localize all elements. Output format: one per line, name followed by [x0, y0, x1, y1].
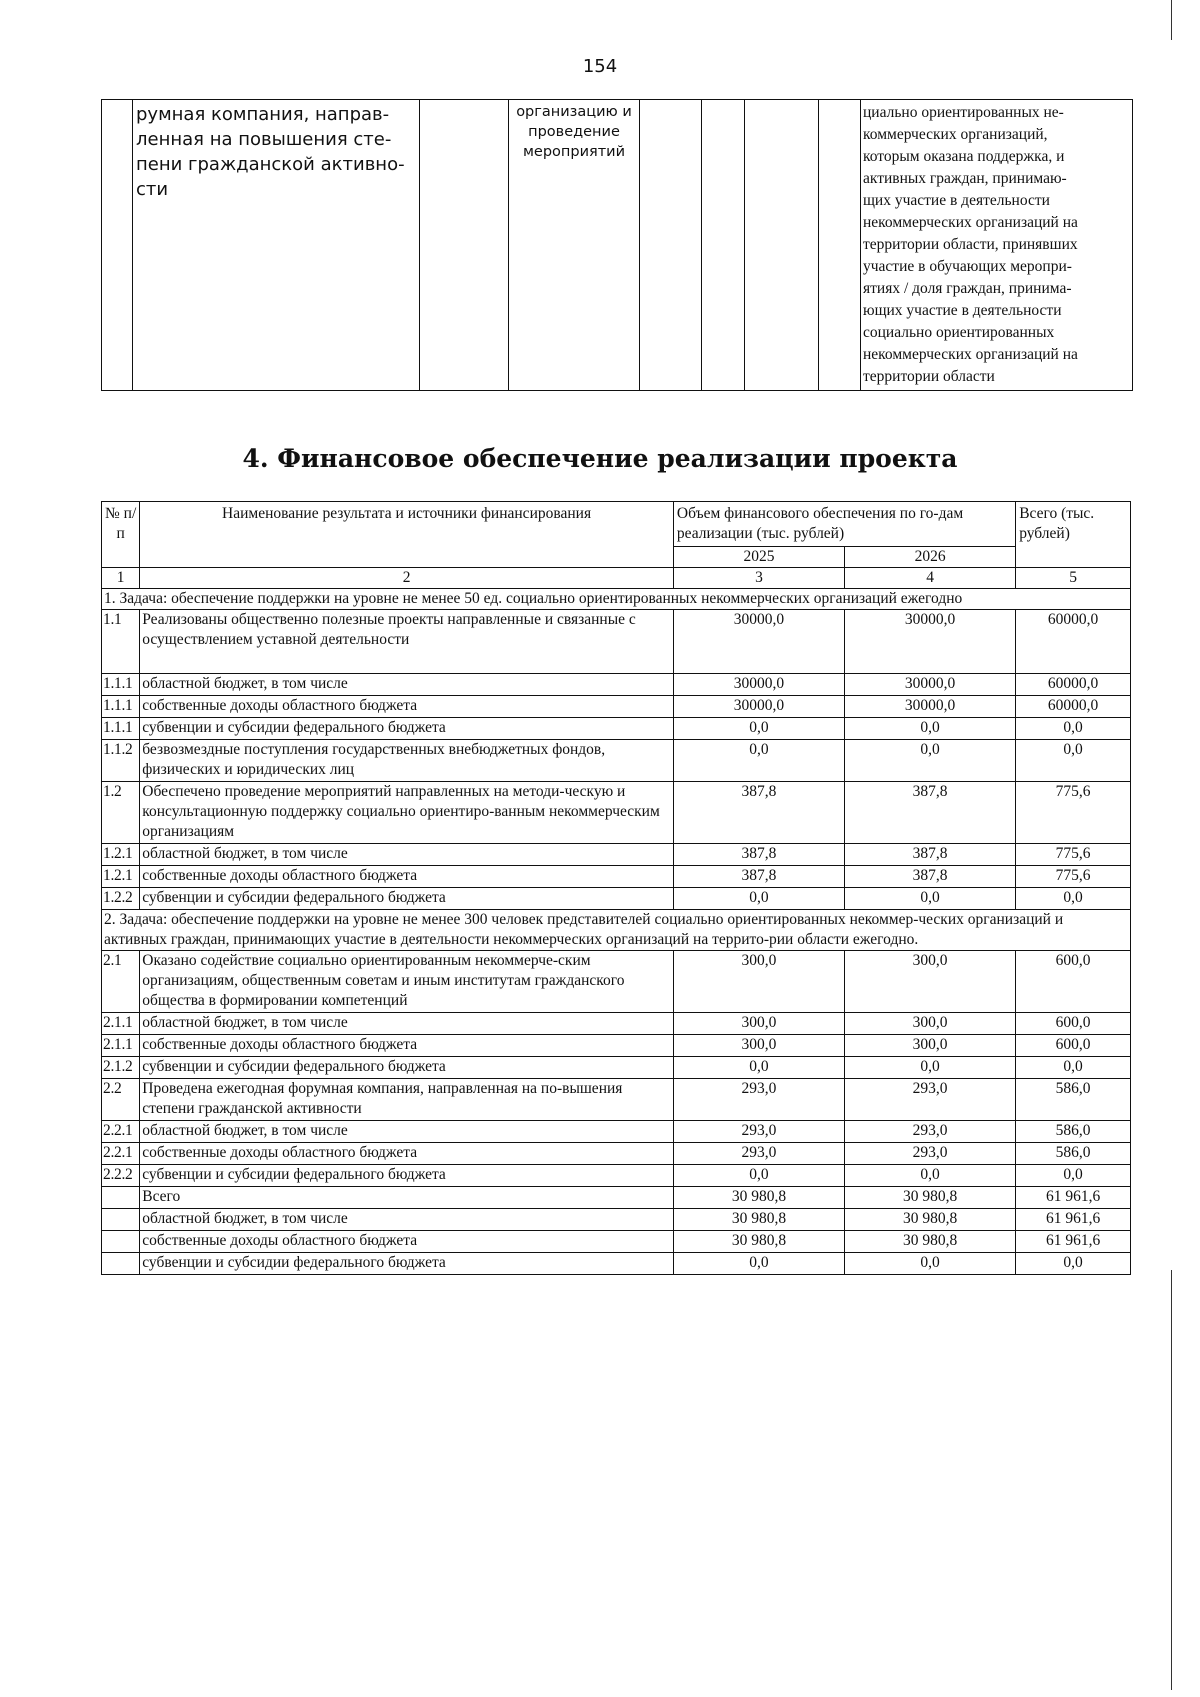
row-name: собственные доходы областного бюджета: [140, 866, 674, 888]
finance-row: [102, 1143, 1131, 1165]
finance-row: [102, 1079, 1131, 1121]
finance-row: [102, 696, 1131, 718]
row-code: 1.1.2: [102, 740, 140, 782]
row-code: 2.2.1: [102, 1121, 140, 1143]
column-number: 5: [1016, 568, 1131, 589]
row-value-total: 60000,0: [1016, 674, 1131, 696]
column-number: 1: [102, 568, 140, 589]
scan-edge-mark: [1171, 0, 1172, 40]
row-value-2025: 300,0: [673, 951, 844, 1013]
row-value-2025: 300,0: [673, 1013, 844, 1035]
row-value-2026: 300,0: [845, 951, 1016, 1013]
finance-row: [102, 610, 1131, 674]
row-name: собственные доходы областного бюджета: [140, 1143, 674, 1165]
row-value-total: 60000,0: [1016, 696, 1131, 718]
row-value-2025: 30 980,8: [673, 1187, 844, 1209]
row-value-2026: 30 980,8: [845, 1231, 1016, 1253]
continuation-description: румная компания, направ- ленная на повышения сте- пени гражданской активно- сти: [133, 100, 420, 391]
row-code: 2.1.1: [102, 1013, 140, 1035]
row-name: безвозмездные поступления государственных внебюджетных фондов, физических и юридических лиц: [140, 740, 674, 782]
finance-table: [101, 501, 1131, 1275]
row-value-2025: 0,0: [673, 718, 844, 740]
row-value-2026: 293,0: [845, 1079, 1016, 1121]
row-value-total: 600,0: [1016, 951, 1131, 1013]
row-value-2026: 293,0: [845, 1121, 1016, 1143]
task-row: [102, 910, 1131, 951]
task-2-text: 2. Задача: обеспечение поддержки на уровне не менее 300 человек представителей социально ориентированных некоммер-ческих организаций и активных граждан, принимающих участие в деятельности некоммерческих организаций на террито-рии области ежегодно.: [102, 910, 1131, 951]
row-value-2026: 387,8: [845, 866, 1016, 888]
row-value-2025: 293,0: [673, 1079, 844, 1121]
row-code: [102, 1231, 140, 1253]
row-code: 1.1.1: [102, 696, 140, 718]
row-value-2026: 0,0: [845, 1253, 1016, 1275]
finance-row: [102, 1231, 1131, 1253]
row-code: 1.1.1: [102, 674, 140, 696]
row-value-2026: 30 980,8: [845, 1209, 1016, 1231]
row-name: субвенции и субсидии федерального бюджета: [140, 1057, 674, 1079]
row-code: 1.2.1: [102, 844, 140, 866]
row-code: 1.2: [102, 782, 140, 844]
row-value-total: 0,0: [1016, 888, 1131, 910]
row-name: субвенции и субсидии федерального бюджета: [140, 888, 674, 910]
row-value-2025: 387,8: [673, 782, 844, 844]
row-value-total: 586,0: [1016, 1121, 1131, 1143]
row-value-2026: 0,0: [845, 718, 1016, 740]
row-value-2026: 300,0: [845, 1013, 1016, 1035]
row-name: собственные доходы областного бюджета: [140, 696, 674, 718]
row-value-2026: 0,0: [845, 1165, 1016, 1187]
row-name: областной бюджет, в том числе: [140, 844, 674, 866]
row-value-2025: 387,8: [673, 844, 844, 866]
row-name: Обеспечено проведение мероприятий направленных на методи-ческую и консультационную поддержку социально ориентиро-ванным некоммерческим организациям: [140, 782, 674, 844]
finance-row: [102, 1013, 1131, 1035]
finance-row: [102, 1121, 1131, 1143]
column-number: 2: [140, 568, 674, 589]
row-value-2025: 0,0: [673, 1165, 844, 1187]
finance-row: [102, 951, 1131, 1013]
row-name: собственные доходы областного бюджета: [140, 1035, 674, 1057]
row-name: Оказано содействие социально ориентированным некоммерче-ским организациям, общественным советам и иным институтам гражданского общества в формировании компетенций: [140, 951, 674, 1013]
row-value-total: 775,6: [1016, 844, 1131, 866]
row-value-2025: 0,0: [673, 1057, 844, 1079]
row-name: субвенции и субсидии федерального бюджета: [140, 1165, 674, 1187]
row-value-total: 0,0: [1016, 1253, 1131, 1275]
row-code: 2.2: [102, 1079, 140, 1121]
row-value-2025: 0,0: [673, 740, 844, 782]
row-value-2026: 30000,0: [845, 674, 1016, 696]
row-name: областной бюджет, в том числе: [140, 1013, 674, 1035]
continuation-row: [102, 100, 1133, 391]
row-value-2026: 0,0: [845, 740, 1016, 782]
row-code: [102, 1253, 140, 1275]
header-row: [102, 502, 1131, 547]
row-value-2025: 0,0: [673, 888, 844, 910]
row-value-total: 60000,0: [1016, 610, 1131, 674]
row-value-total: 0,0: [1016, 1165, 1131, 1187]
task-row: [102, 589, 1131, 610]
finance-row: [102, 718, 1131, 740]
row-code: 1.1.1: [102, 718, 140, 740]
column-number: 3: [673, 568, 844, 589]
row-name: собственные доходы областного бюджета: [140, 1231, 674, 1253]
row-value-total: 61 961,6: [1016, 1231, 1131, 1253]
header-name: Наименование результата и источники финансирования: [140, 502, 674, 568]
finance-row: [102, 844, 1131, 866]
row-value-2025: 30 980,8: [673, 1231, 844, 1253]
row-value-2026: 30 980,8: [845, 1187, 1016, 1209]
header-num: № п/п: [102, 502, 140, 568]
finance-row: [102, 1035, 1131, 1057]
row-value-2025: 30000,0: [673, 696, 844, 718]
finance-row: [102, 1253, 1131, 1275]
finance-row: [102, 866, 1131, 888]
continuation-indicator: циально ориентированных не- коммерческих организаций, которым оказана поддержка, и активных граждан, принимаю- щих участие в деятельности некоммерческих организаций на территории области, принявших участие в обучающих меропри- ятиях / доля граждан, принима- ющих участие в деятельности социально ориентированных некоммерческих организаций на территории области: [861, 100, 1133, 391]
row-code: 2.1.2: [102, 1057, 140, 1079]
row-value-2026: 293,0: [845, 1143, 1016, 1165]
finance-row: [102, 888, 1131, 910]
row-code: 2.2.2: [102, 1165, 140, 1187]
column-number: 4: [845, 568, 1016, 589]
finance-row: [102, 740, 1131, 782]
header-year-2026: 2026: [845, 547, 1016, 568]
row-value-total: 600,0: [1016, 1035, 1131, 1057]
finance-row: [102, 1209, 1131, 1231]
row-value-2025: 30000,0: [673, 610, 844, 674]
row-code: [102, 1209, 140, 1231]
section-title: 4. Финансовое обеспечение реализации проекта: [242, 444, 958, 473]
row-value-2025: 0,0: [673, 1253, 844, 1275]
finance-row: [102, 1165, 1131, 1187]
task-1-text: 1. Задача: обеспечение поддержки на уровне не менее 50 ед. социально ориентированных некоммерческих организаций ежегодно: [102, 589, 1131, 610]
row-code: 1.1: [102, 610, 140, 674]
row-value-2025: 293,0: [673, 1121, 844, 1143]
row-value-total: 586,0: [1016, 1143, 1131, 1165]
scan-edge-mark: [1171, 1270, 1172, 1690]
row-value-2026: 30000,0: [845, 696, 1016, 718]
row-value-total: 586,0: [1016, 1079, 1131, 1121]
row-code: 2.1: [102, 951, 140, 1013]
row-value-2025: 30 980,8: [673, 1209, 844, 1231]
row-code: 1.2.1: [102, 866, 140, 888]
row-value-total: 0,0: [1016, 718, 1131, 740]
row-value-2026: 387,8: [845, 844, 1016, 866]
row-name: Реализованы общественно полезные проекты направленные и связанные с осуществлением уставной деятельности: [140, 610, 674, 674]
row-value-total: 775,6: [1016, 866, 1131, 888]
row-value-2025: 387,8: [673, 866, 844, 888]
row-code: 1.2.2: [102, 888, 140, 910]
header-total: Всего (тыс. рублей): [1016, 502, 1131, 568]
page-number: 154: [582, 56, 618, 77]
row-name: Всего: [140, 1187, 674, 1209]
finance-row: [102, 1057, 1131, 1079]
row-name: областной бюджет, в том числе: [140, 674, 674, 696]
row-value-total: 61 961,6: [1016, 1187, 1131, 1209]
row-name: областной бюджет, в том числе: [140, 1121, 674, 1143]
row-code: 2.1.1: [102, 1035, 140, 1057]
row-value-2026: 30000,0: [845, 610, 1016, 674]
row-code: 2.2.1: [102, 1143, 140, 1165]
header-year-2025: 2025: [673, 547, 844, 568]
row-name: Проведена ежегодная форумная компания, направленная на по-вышения степени гражданской активности: [140, 1079, 674, 1121]
finance-row: [102, 674, 1131, 696]
row-name: областной бюджет, в том числе: [140, 1209, 674, 1231]
header-volume: Объем финансового обеспечения по го-дам реализации (тыс. рублей): [673, 502, 1015, 547]
row-code: [102, 1187, 140, 1209]
continuation-method: организацию и проведение мероприятий: [509, 100, 640, 391]
row-value-2025: 293,0: [673, 1143, 844, 1165]
row-value-total: 600,0: [1016, 1013, 1131, 1035]
continuation-table: [101, 99, 1133, 391]
row-value-2026: 0,0: [845, 1057, 1016, 1079]
row-name: субвенции и субсидии федерального бюджета: [140, 718, 674, 740]
row-value-total: 0,0: [1016, 1057, 1131, 1079]
row-value-2026: 387,8: [845, 782, 1016, 844]
row-value-total: 61 961,6: [1016, 1209, 1131, 1231]
row-value-total: 775,6: [1016, 782, 1131, 844]
row-value-2025: 300,0: [673, 1035, 844, 1057]
finance-row: [102, 1187, 1131, 1209]
row-value-2026: 0,0: [845, 888, 1016, 910]
row-value-total: 0,0: [1016, 740, 1131, 782]
column-numbers-row: [102, 568, 1131, 589]
row-value-2025: 30000,0: [673, 674, 844, 696]
finance-row: [102, 782, 1131, 844]
row-value-2026: 300,0: [845, 1035, 1016, 1057]
row-name: субвенции и субсидии федерального бюджета: [140, 1253, 674, 1275]
